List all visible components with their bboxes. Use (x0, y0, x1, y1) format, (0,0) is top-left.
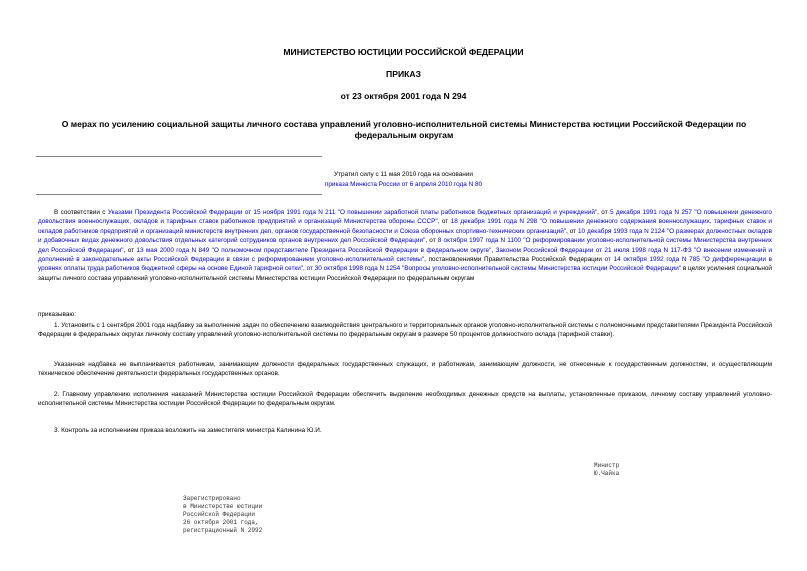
link-decree-2124[interactable]: 10 декабря 1993 года N 2124 "О размерах должностных окладов и добавочных видах денежного довольствия отдельных категорий сотрудников органов внутренних дел Российской Федерации" (38, 227, 772, 245)
document-title: О мерах по усилению социальной защиты личного состава управлений уголовно-исполнительной системы Министерства юстиции Российской Федерации по федеральным округам (61, 119, 747, 140)
link-decree-1100[interactable]: 8 октября 1997 года N 1100 "О реформировании уголовно-исполнительной системы Министерства внутренних дел Российской Федерации" (38, 237, 772, 254)
preamble-text: , от (437, 218, 451, 226)
preamble-text: , от (123, 246, 137, 254)
clause-3: 3. Контроль за исполнением приказа возложить на заместителя министра Калинина Ю.И. (54, 427, 322, 434)
registration-line: Зарегистрировано (183, 495, 241, 502)
annotation-text: Утратил силу с 11 мая 2010 года на основании (334, 171, 473, 178)
document-date-number: от 23 октября 2001 года N 294 (340, 91, 467, 101)
registration-line: в Министерстве юстиции (183, 503, 263, 510)
preamble-paragraph (38, 208, 772, 283)
preamble-text: , (491, 246, 496, 254)
clause-2: 2. Главному управлению исполнения наказаний Министерства юстиции Российской Федерации обеспечить выделение необходимых денежных средств на выплаты, установленные приказом, личному составу управлений уголовно-исполнительной системы Министерства юстиции Российской Федерации по федеральным округам. (38, 391, 772, 408)
link-decree-849[interactable]: 13 мая 2000 года N 849 "О полномочном представителе Президента Российской Федерации в федеральном округе" (136, 246, 492, 254)
link-decree-211[interactable]: Указами Президента Российской Федерации от 15 ноября 1991 года N 211 "О повышении заработной платы работников бюджетных организаций и учреждений" (107, 209, 598, 216)
link-law-117[interactable]: Законом Российской Федерации от 21 июля 1998 года N 117-ФЗ "О внесении изменений и дополнений в законодательные акты Российской Федерации в связи с реформированием уголовно-исполнительной системы" (38, 246, 772, 264)
signature-block (594, 462, 619, 478)
registration-block (183, 495, 262, 535)
divider-bottom (36, 194, 322, 195)
preamble-text: , от (597, 209, 610, 216)
order-keyword: приказываю: (38, 311, 76, 318)
registration-line: 26 октября 2001 года, (183, 519, 259, 526)
divider-top (36, 156, 322, 157)
ministry-heading: МИНИСТЕРСТВО ЮСТИЦИИ РОССИЙСКОЙ ФЕДЕРАЦИИ (283, 47, 524, 57)
link-decree-298[interactable]: 18 декабря 1991 года N 298 "О повышении денежного содержания военнослужащих, тарифных ставок и окладов работников предприятий и организаций министерств внутренних дел, органов государственной безопасности и Союза оборонных спортивно-технических организаций" (38, 218, 772, 235)
link-resolution-785[interactable]: от 14 октября 1992 года N 785 "О дифференциации в уровнях оплаты труда работников бюджетной сферы на основе Единой тарифной сетки" (38, 256, 773, 273)
link-decree-257[interactable]: 5 декабря 1991 года N 257 "О повышении денежного довольствия военнослужащих, окладов и тарифных ставок работников предприятий и организаций Министерства обороны СССР" (38, 209, 772, 226)
signature-role: Министр (594, 462, 620, 469)
signature-name: Ю.Чайка (594, 470, 620, 477)
annotation-link[interactable]: приказа Минюста России от 6 апреля 2010 года N 80 (324, 180, 483, 188)
clause-1-note: Указанная надбавка не выплачивается работникам, занимающим должности федеральных государственных служащих, и работникам, занимающим должности, не отнесенные к государственным должностям, и осуществляющим техническое обеспечение деятельности федеральных государственных органов. (38, 361, 772, 378)
preamble-text: , постановлениями Правительства Российской Федерации (424, 256, 605, 264)
preamble-text: , (303, 265, 307, 273)
document-type: ПРИКАЗ (386, 69, 421, 79)
registration-line: регистрационный N 2992 (183, 527, 263, 534)
registration-line: Российской Федерации (183, 511, 256, 518)
preamble-text: в целях усиления социальной защиты личного состава управлений уголовно-исполнительной системы Министерства юстиции Российской Федерации по федеральным округам (38, 265, 772, 282)
link-resolution-1254[interactable]: от 30 октября 1998 года N 1254 "Вопросы уголовно-исполнительной системы Министерства юстиции Российской Федерации" (306, 265, 682, 273)
clause-1: 1. Установить с 1 сентября 2001 года надбавку за выполнение задач по обеспечению взаимодействия центрального и территориальных органов уголовно-исполнительной системы с полномочными представителями Президента Российской Федерации в федеральных округах личному составу управлений уголовно-исполнительной системы по федеральным округам в размере 50 процентов должностного оклада (тарифной ставки). (38, 322, 772, 339)
preamble-text: , от (566, 227, 578, 235)
preamble-text: , от (425, 237, 438, 245)
annotation (0, 170, 807, 189)
preamble-text: В соответствии с (54, 209, 108, 216)
